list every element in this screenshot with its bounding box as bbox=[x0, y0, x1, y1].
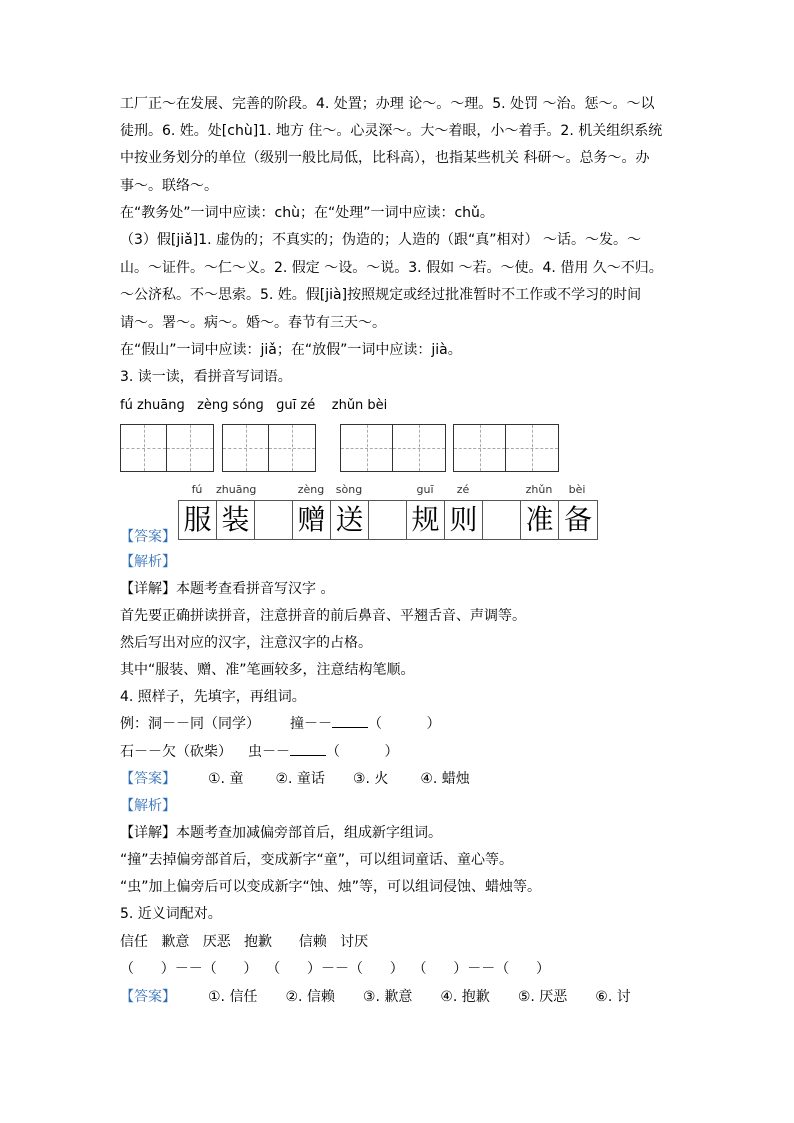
prompt-text: 虫－－ bbox=[248, 744, 290, 760]
answer-char: 送 bbox=[331, 501, 369, 539]
answer-pinyin: zèng bbox=[297, 483, 325, 496]
answer-item: ③. 火 bbox=[352, 771, 389, 787]
answer-grid-image bbox=[178, 483, 598, 540]
detail-line: “撞”去掉偏旁部首后，变成新字“童”，可以组词童话、童心等。 bbox=[120, 852, 514, 868]
question-5-title: 5. 近义词配对。 bbox=[120, 906, 222, 922]
pair-blanks: （ ）－－（ ） （ ）－－（ ） （ ）－－（ ） bbox=[120, 961, 551, 977]
answer-pinyin: guī bbox=[416, 483, 434, 496]
answer-label: 【答案】 bbox=[120, 989, 176, 1005]
text-line: 工厂正～在发展、完善的阶段。4. 处置；办理 论～。～理。5. 处罚 ～治。惩～。～以 bbox=[120, 96, 655, 112]
answer-pinyin: bèi bbox=[568, 483, 586, 496]
answer-item: ⑤. 厌恶 bbox=[517, 989, 568, 1005]
analysis-label: 【解析】 bbox=[120, 554, 176, 570]
answer-paren: （ ） bbox=[326, 744, 399, 760]
answer-char: 赠 bbox=[293, 501, 331, 539]
detail-line: 然后写出对应的汉字，注意汉字的占格。 bbox=[120, 635, 372, 651]
example-text: 石－－欠（砍柴） bbox=[120, 744, 232, 760]
answer-paren: （ ） bbox=[368, 716, 441, 732]
answer-item: ④. 抱歉 bbox=[440, 989, 490, 1005]
answer-label: 【答案】 bbox=[120, 529, 176, 545]
text-line: 山。～证件。～仁～义。2. 假定 ～设。～说。3. 假如 ～若。～使。4. 借用 久～不归。 bbox=[120, 260, 663, 276]
text-line: 在“假山”一词中应读：jiǎ；在“放假”一词中应读：jià。 bbox=[120, 342, 462, 358]
answer-pinyin: zhuāng bbox=[216, 483, 257, 496]
answer-item: ②. 信赖 bbox=[285, 989, 335, 1005]
detail-line: 【详解】本题考查看拼音写汉字 。 bbox=[120, 581, 335, 597]
question-4-title: 4. 照样子，先填字，再组词。 bbox=[120, 689, 306, 705]
answer-char: 装 bbox=[217, 501, 255, 539]
question-4-answer bbox=[120, 769, 470, 789]
answer-char: 准 bbox=[521, 501, 559, 539]
answer-pinyin: zé bbox=[456, 483, 470, 496]
answer-item: ②. 童话 bbox=[275, 771, 325, 787]
text-line: 事～。联络～。 bbox=[120, 178, 218, 194]
text-line: 中按业务划分的单位（级别一般比局低，比科高），也指某些机关 科研～。总务～。办 bbox=[120, 150, 650, 166]
question-3-title: 3. 读一读，看拼音写词语。 bbox=[120, 369, 292, 385]
detail-line: 【详解】本题考查加减偏旁部首后，组成新字组词。 bbox=[120, 825, 442, 841]
analysis-label: 【解析】 bbox=[120, 798, 176, 814]
answer-pinyin: sòng bbox=[335, 483, 363, 496]
writing-grid bbox=[340, 424, 446, 472]
detail-line: 首先要正确拼读拼音，注意拼音的前后鼻音、平翘舌音、声调等。 bbox=[120, 608, 526, 624]
text-line: ～公济私。不～思索。5. 姓。假[jià]按照规定或经过批准暂时不工作或不学习的时间 bbox=[120, 287, 642, 303]
answer-pinyin: fú bbox=[191, 483, 203, 496]
answer-blank bbox=[332, 727, 368, 728]
answer-char: 备 bbox=[563, 503, 592, 536]
answer-char: 服 bbox=[179, 501, 217, 539]
question-4-example bbox=[120, 714, 441, 734]
answer-blank bbox=[290, 755, 326, 756]
question-4-item bbox=[120, 742, 399, 762]
example-text: 例：洞－－同（同学） bbox=[120, 716, 260, 732]
detail-line: 其中“服装、赠、准”笔画较多，注意结构笔顺。 bbox=[120, 662, 415, 678]
answer-label: 【答案】 bbox=[120, 771, 176, 787]
answer-item: ③. 歉意 bbox=[362, 989, 413, 1005]
writing-grid bbox=[453, 424, 559, 472]
text-line: 在“教务处”一词中应读：chù；在“处理”一词中应读：chǔ。 bbox=[120, 205, 494, 221]
detail-line: “虫”加上偏旁后可以变成新字“蚀、烛”等，可以组词侵蚀、蜡烛等。 bbox=[120, 879, 542, 895]
question-5-answer bbox=[120, 987, 631, 1007]
prompt-text: 撞－－ bbox=[290, 716, 332, 732]
writing-grid bbox=[120, 424, 214, 472]
answer-char: 则 bbox=[445, 501, 483, 539]
text-line: 请～。署～。病～。婚～。春节有三天～。 bbox=[120, 315, 386, 331]
answer-pinyin: zhǔn bbox=[525, 483, 553, 496]
answer-item: ④. 蜡烛 bbox=[420, 771, 470, 787]
answer-item: ⑥. 讨 bbox=[595, 989, 631, 1005]
answer-char: 规 bbox=[407, 501, 445, 539]
text-line: （3）假[jiǎ]1. 虚伪的；不真实的；伪造的；人造的（跟“真”相对） ～话。～发。～ bbox=[120, 232, 641, 248]
answer-item: ①. 信任 bbox=[208, 989, 258, 1005]
writing-grid bbox=[222, 424, 316, 472]
answer-item: ①. 童 bbox=[208, 771, 244, 787]
pinyin-prompt: fú zhuānɡ zènɡ sónɡ ɡuī zé zhǔn bèi bbox=[120, 398, 388, 413]
text-line: 徒刑。6. 姓。处[chù]1. 地方 住～。心灵深～。大～着眼，小～着手。2. 机关组织系统 bbox=[120, 123, 663, 139]
word-list: 信任 歉意 厌恶 抱歉 信赖 讨厌 bbox=[120, 934, 369, 950]
